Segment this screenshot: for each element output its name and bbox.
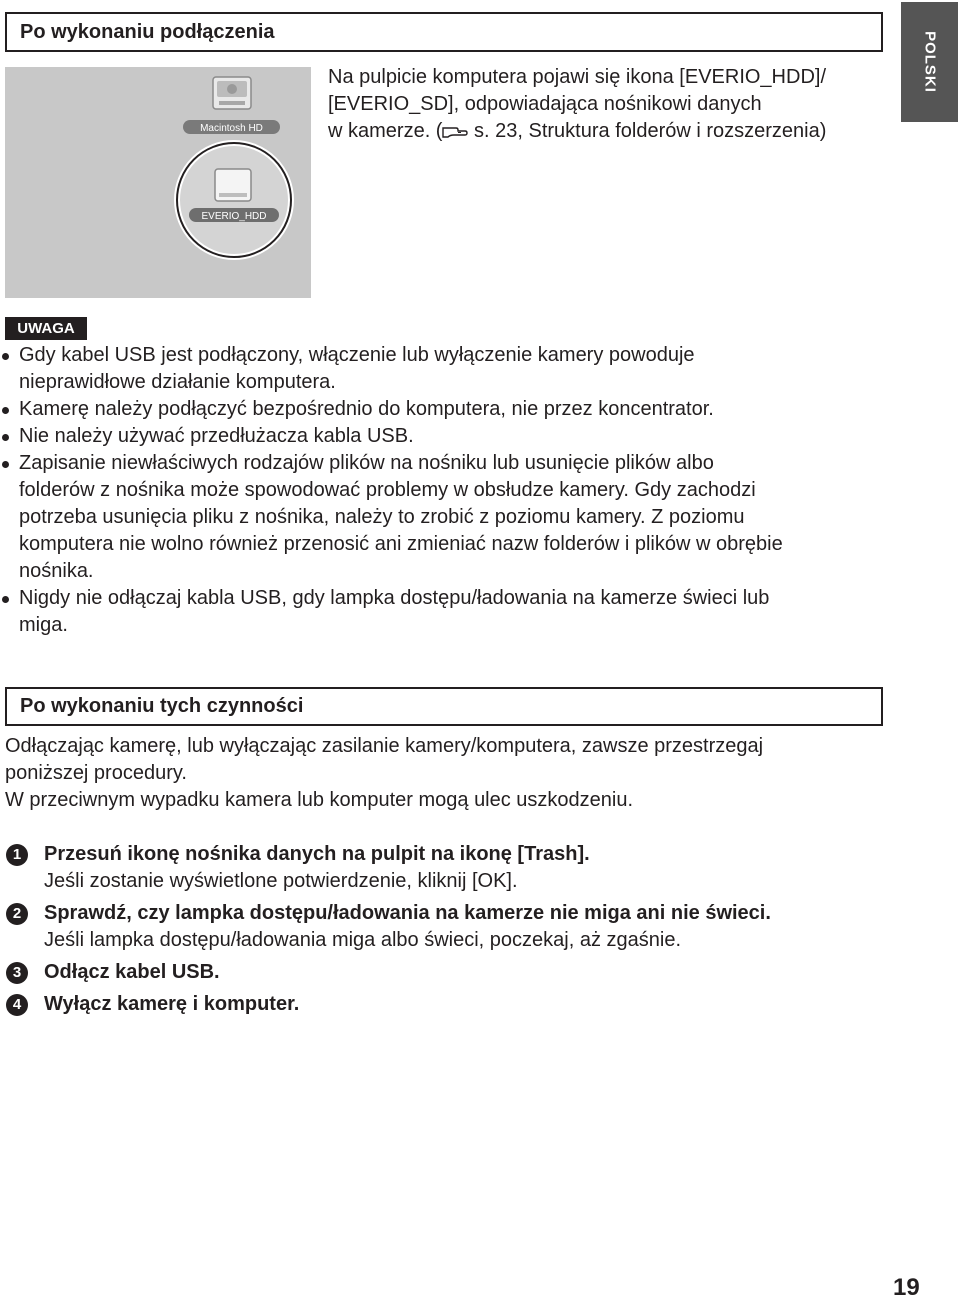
bullet-icon bbox=[2, 353, 9, 360]
step-desc: Jeśli zostanie wyświetlone potwierdzenie, kliknij [OK]. bbox=[44, 870, 518, 892]
bullet-icon bbox=[2, 407, 9, 414]
intro-line: w kamerze. ( bbox=[328, 120, 443, 142]
note-line: komputera nie wolno również przenosić ani zmieniać nazw folderów i plików w obrębie bbox=[19, 533, 783, 555]
step-number: 4 bbox=[6, 994, 28, 1016]
note-line: miga. bbox=[19, 614, 68, 636]
bullet-icon bbox=[2, 461, 9, 468]
step-title: Sprawdź, czy lampka dostępu/ładowania na kamerze nie miga ani nie świeci. bbox=[44, 902, 771, 924]
note-line: folderów z nośnika może spowodować problemy w obsłudze kamery. Gdy zachodzi bbox=[19, 479, 756, 501]
text-line: W przeciwnym wypadku kamera lub komputer mogą ulec uszkodzeniu. bbox=[5, 789, 634, 811]
note-item bbox=[0, 342, 880, 396]
step-desc: Jeśli lampka dostępu/ładowania miga albo świeci, poczekaj, aż zgaśnie. bbox=[44, 929, 682, 951]
note-line: Nie należy używać przedłużacza kabla USB. bbox=[19, 425, 414, 447]
note-line: Gdy kabel USB jest podłączony, włączenie lub wyłączenie kamery powoduje bbox=[19, 344, 695, 366]
bullet-icon bbox=[2, 434, 9, 441]
bullet-icon bbox=[2, 596, 9, 603]
note-line: nieprawidłowe działanie komputera. bbox=[19, 371, 336, 393]
note-badge: UWAGA bbox=[5, 317, 87, 340]
note-item bbox=[0, 423, 880, 450]
intro-text bbox=[328, 64, 888, 145]
step-title: Przesuń ikonę nośnika danych na pulpit na ikonę [Trash]. bbox=[44, 843, 590, 865]
step-number: 1 bbox=[6, 844, 28, 866]
intro-line: Na pulpicie komputera pojawi się ikona [EVERIO_HDD]/ bbox=[328, 66, 826, 88]
note-line: Nigdy nie odłączaj kabla USB, gdy lampka dostępu/ładowania na kamerze świeci lub bbox=[19, 587, 770, 609]
everio-drive-icon bbox=[215, 169, 251, 201]
page-number: 19 bbox=[893, 1274, 920, 1301]
text-line: poniższej procedury. bbox=[5, 762, 187, 784]
section-title-after-connection: Po wykonaniu podłączenia bbox=[5, 12, 883, 52]
note-item bbox=[0, 450, 880, 585]
text-line: Odłączając kamerę, lub wyłączając zasilanie kamery/komputera, zawsze przestrzegaj bbox=[5, 735, 764, 757]
pointing-hand-svg bbox=[442, 123, 468, 139]
pointing-hand-icon bbox=[442, 120, 468, 142]
hard-drive-icon bbox=[213, 77, 251, 109]
note-item bbox=[0, 396, 880, 423]
desktop-illustration bbox=[5, 67, 311, 298]
intro-line: s. 23, Struktura folderów i rozszerzenia) bbox=[474, 120, 827, 142]
hard-drive-label: Macintosh HD bbox=[200, 123, 263, 134]
note-line: Zapisanie niewłaściwych rodzajów plików na nośniku lub usunięcie plików albo bbox=[19, 452, 714, 474]
note-list bbox=[0, 342, 880, 639]
note-item bbox=[0, 585, 880, 639]
note-line: Kamerę należy podłączyć bezpośrednio do komputera, nie przez koncentrator. bbox=[19, 398, 714, 420]
language-tab-label: POLSKI bbox=[921, 31, 938, 93]
step-number: 2 bbox=[6, 903, 28, 925]
language-tab bbox=[901, 2, 958, 122]
note-line: potrzeba usunięcia pliku z nośnika, należy to zrobić z poziomu kamery. Z poziomu bbox=[19, 506, 745, 528]
step-title: Wyłącz kamerę i komputer. bbox=[44, 993, 300, 1015]
intro-line: [EVERIO_SD], odpowiadająca nośnikowi danych bbox=[328, 93, 762, 115]
section2-text bbox=[5, 733, 885, 814]
step-title: Odłącz kabel USB. bbox=[44, 961, 220, 983]
note-line: nośnika. bbox=[19, 560, 94, 582]
desktop-screenshot bbox=[5, 67, 311, 298]
intro-line-with-ref bbox=[328, 118, 888, 145]
section-title-after-steps: Po wykonaniu tych czynności bbox=[5, 687, 883, 726]
step-number: 3 bbox=[6, 962, 28, 984]
everio-drive-label: EVERIO_HDD bbox=[201, 211, 267, 222]
